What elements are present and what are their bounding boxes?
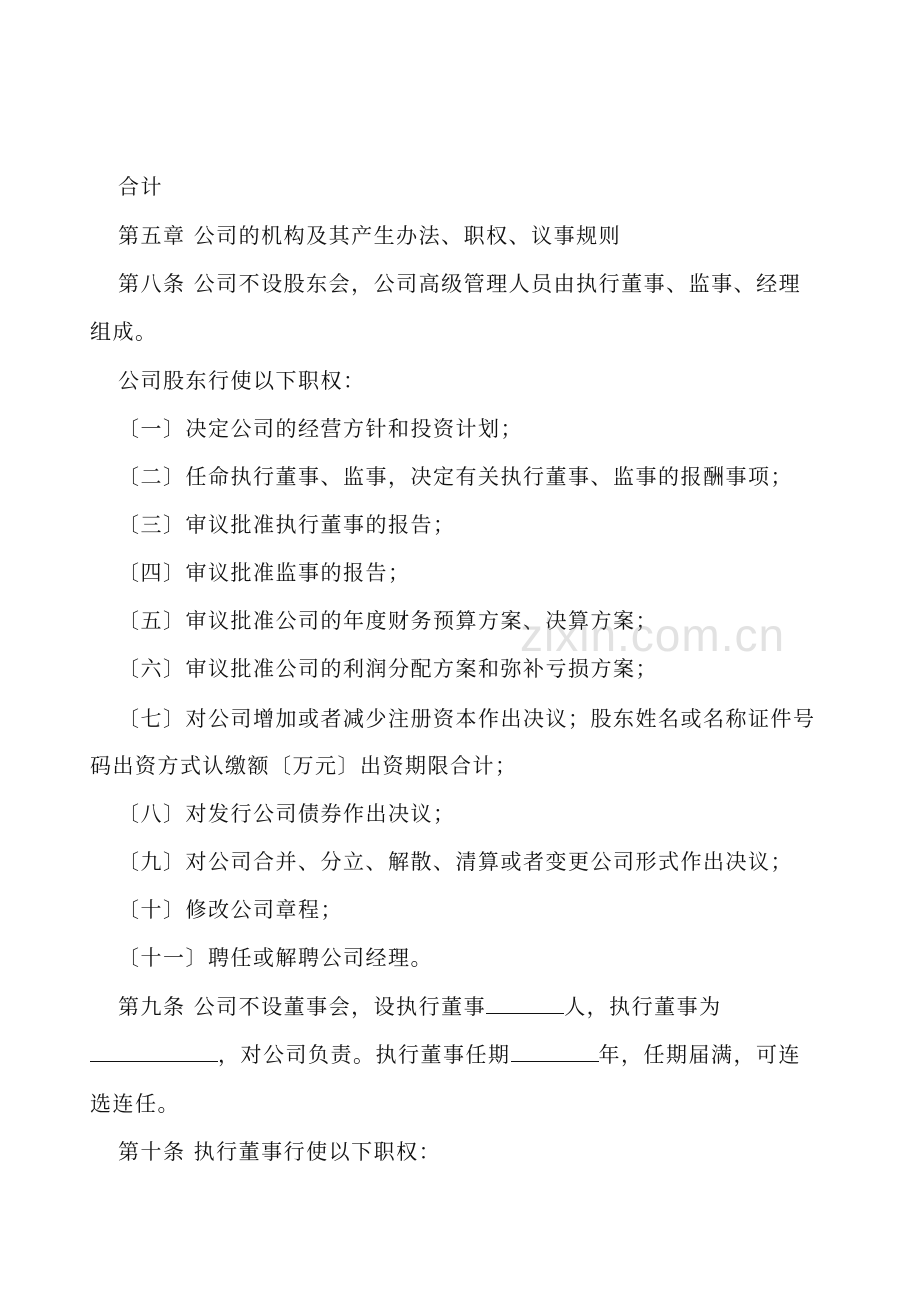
power-item-6: 〔六〕审议批准公司的利润分配方案和弥补亏损方案； xyxy=(118,657,658,681)
article-9-line-3: 选连任。 xyxy=(90,1092,180,1116)
power-item-2: 〔二〕任命执行董事、监事，决定有关执行董事、监事的报酬事项； xyxy=(118,465,793,489)
chapter-title: 第五章 公司的机构及其产生办法、职权、议事规则 xyxy=(118,224,622,248)
watermark: zixin.com.cn xyxy=(520,609,786,661)
article-8-line-2: 组成。 xyxy=(90,320,158,344)
article-9-text-a: 第九条 公司不设董事会，设执行董事 xyxy=(118,995,487,1019)
article-9-line-1 xyxy=(118,993,722,1021)
director-count-blank[interactable] xyxy=(486,993,564,1014)
article-9-line-2 xyxy=(90,1041,801,1069)
article-9-text-b: 人，执行董事为 xyxy=(564,995,722,1019)
power-item-1: 〔一〕决定公司的经营方针和投资计划； xyxy=(118,417,523,441)
article-8-line-1: 第八条 公司不设股东会，公司高级管理人员由执行董事、监事、经理 xyxy=(118,272,802,296)
power-item-10: 〔十〕修改公司章程； xyxy=(118,898,343,922)
term-years-blank[interactable] xyxy=(511,1041,599,1062)
article-10: 第十条 执行董事行使以下职权： xyxy=(118,1140,442,1164)
article-9-text-c: ，对公司负责。执行董事任期 xyxy=(218,1043,511,1067)
shareholder-powers-intro: 公司股东行使以下职权： xyxy=(118,369,366,393)
power-item-8: 〔八〕对发行公司债券作出决议； xyxy=(118,802,456,826)
article-9-text-d: 年，任期届满，可连 xyxy=(598,1043,801,1067)
power-item-9: 〔九〕对公司合并、分立、解散、清算或者变更公司形式作出决议； xyxy=(118,850,793,874)
power-item-4: 〔四〕审议批准监事的报告； xyxy=(118,561,411,585)
heading-total: 合计 xyxy=(118,175,163,199)
power-item-5: 〔五〕审议批准公司的年度财务预算方案、决算方案； xyxy=(118,609,658,633)
power-item-3: 〔三〕审议批准执行董事的报告； xyxy=(118,513,456,537)
power-item-7-line-1: 〔七〕对公司增加或者减少注册资本作出决议；股东姓名或名称证件号 xyxy=(118,707,816,731)
power-item-7-line-2: 码出资方式认缴额〔万元〕出资期限合计； xyxy=(90,754,518,778)
director-name-blank[interactable] xyxy=(90,1041,218,1062)
power-item-11: 〔十一〕聘任或解聘公司经理。 xyxy=(118,946,433,970)
